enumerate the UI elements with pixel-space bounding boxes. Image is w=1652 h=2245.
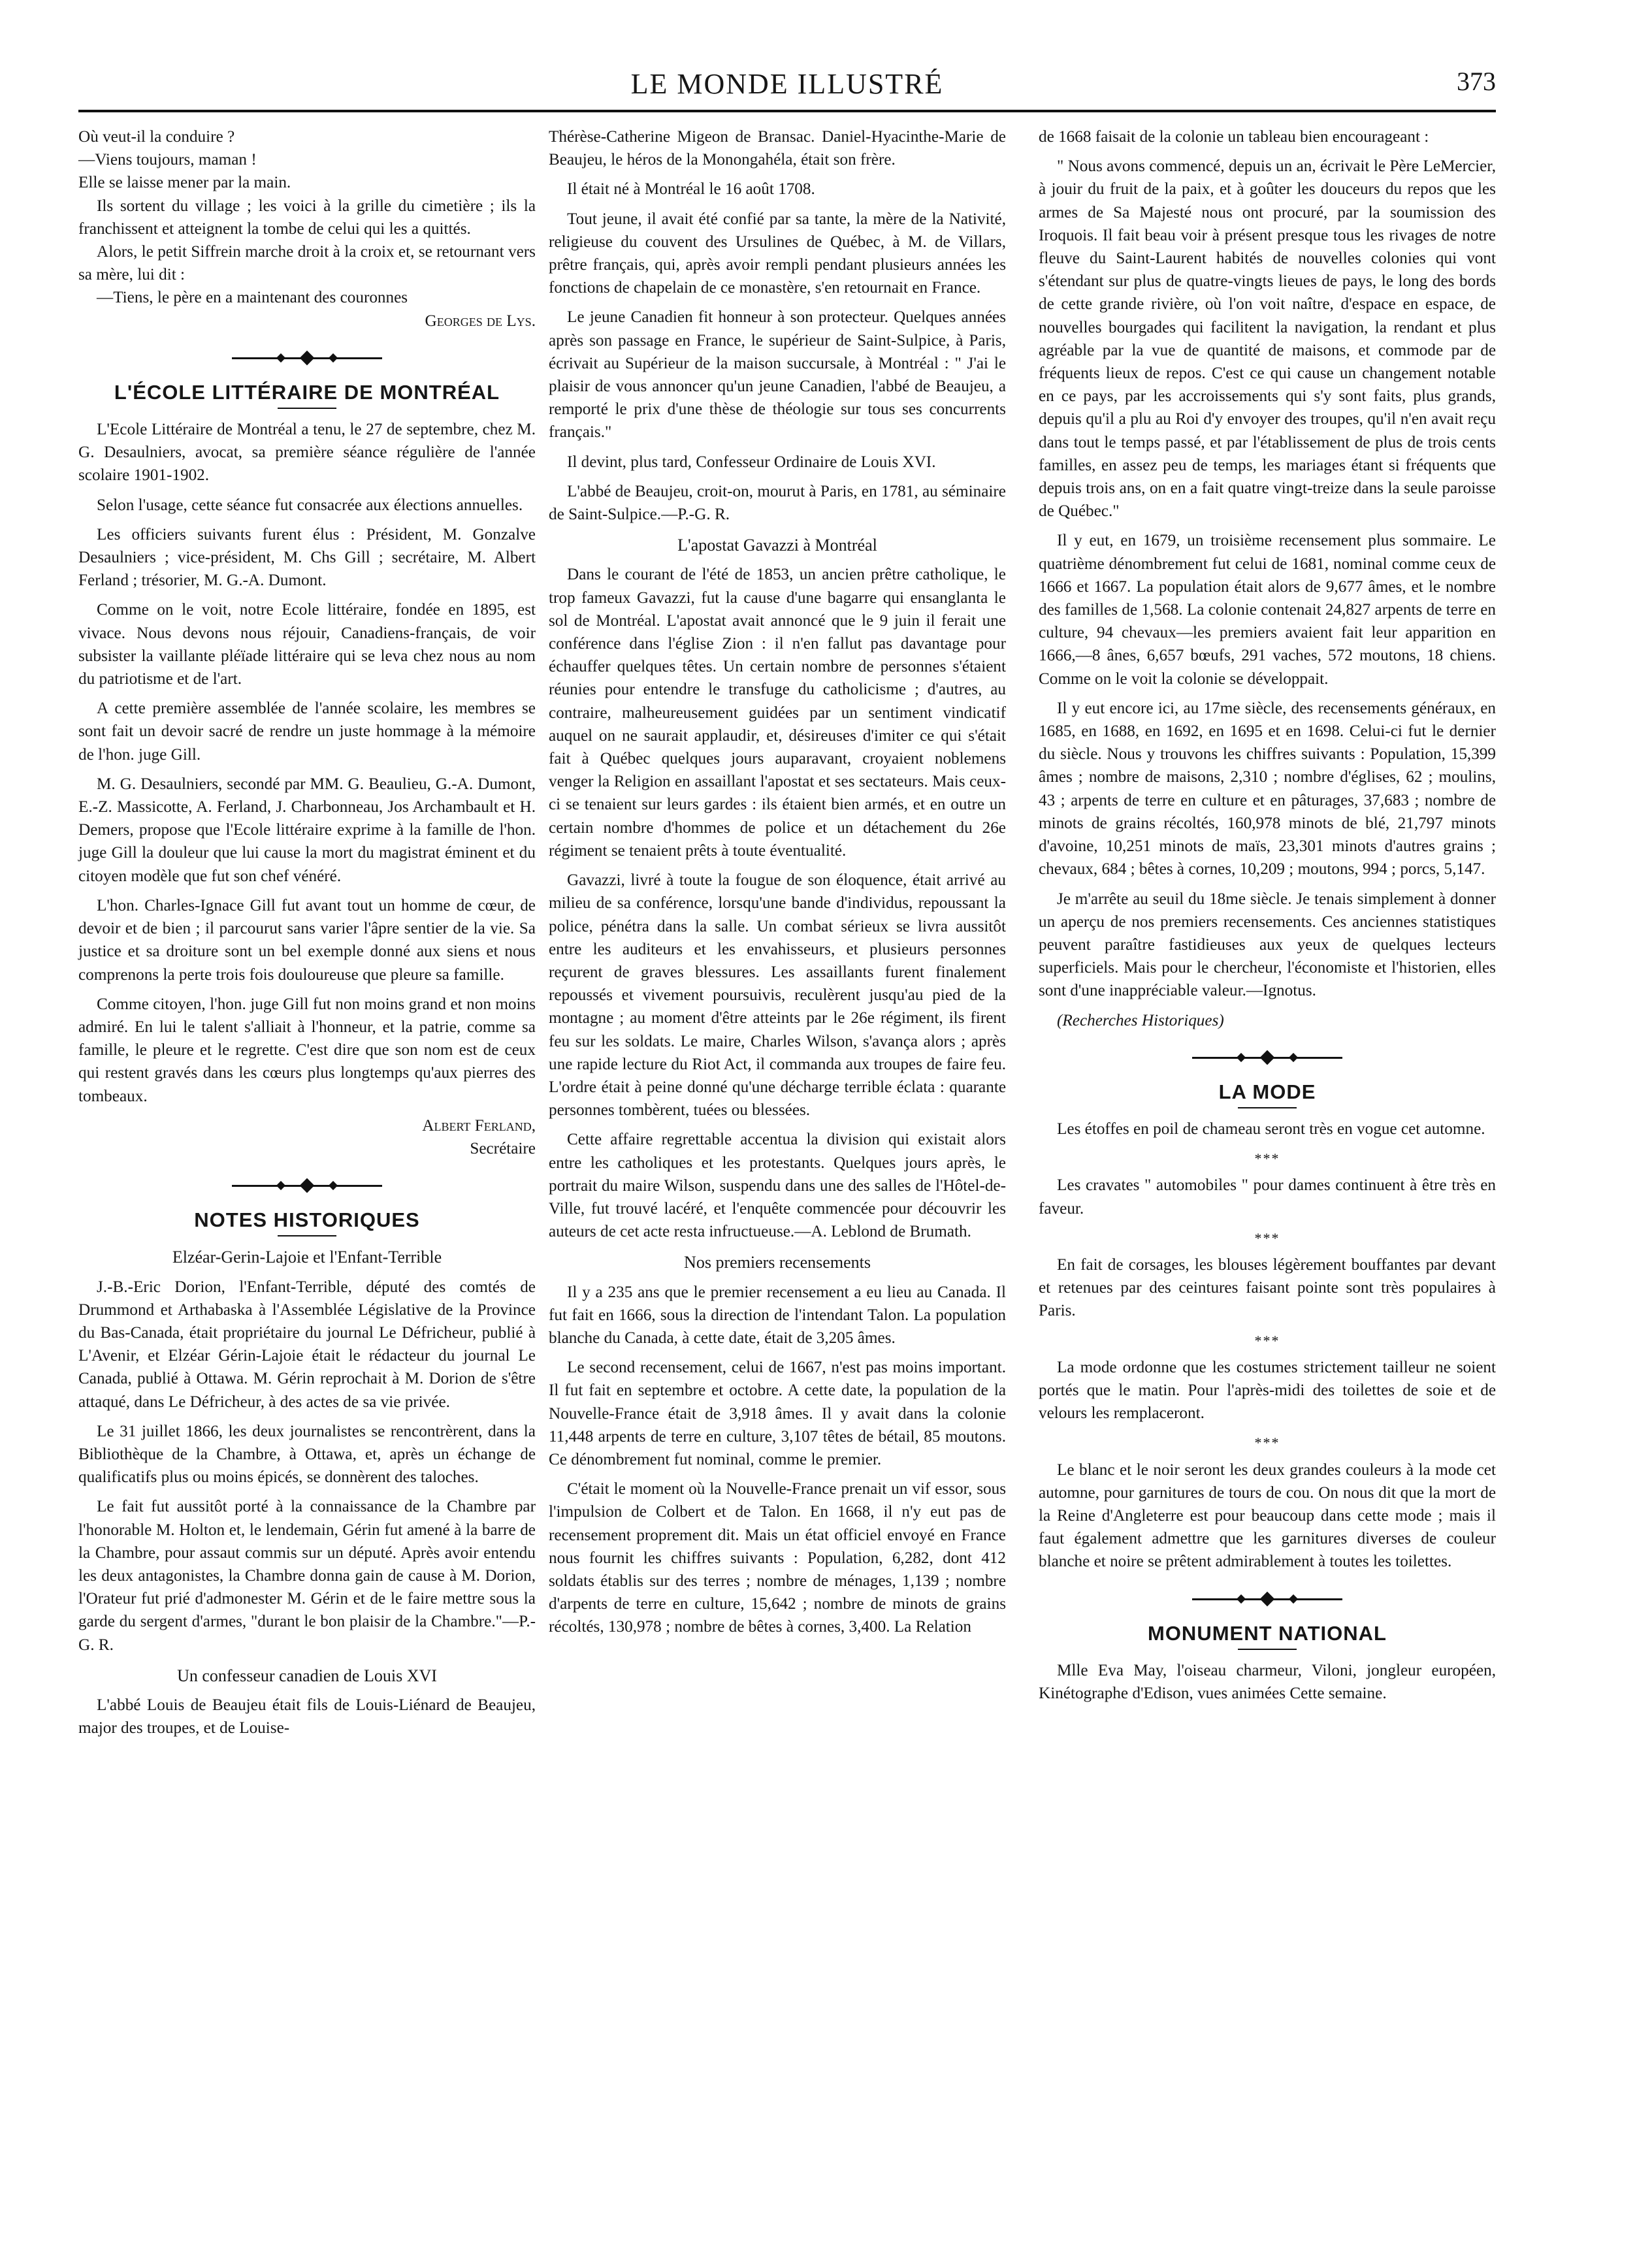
ornament-divider	[232, 349, 382, 366]
paragraph: Il y a 235 ans que le premier recensement a eu lieu au Canada. Il fut fait en 1666, sous la direction de l'intendant Talon. La population blanche du Canada, à cette date, était de 3,205 âmes.	[549, 1283, 1006, 1347]
section-title: NOTES HISTORIQUES	[194, 1208, 420, 1232]
paragraph: Cette affaire regrettable accentua la division qui existait alors entre les catholiques et les protestants. Quelques jours après, le portrait du maire Wilson, suspendu dans une des salles de l'Hôtel-de-Ville, fut trouvé lacéré, et l'enquête commencée pour découvrir les auteurs de cet acte resta infructueuse.—A. Leblond de Brumath.	[549, 1131, 1006, 1241]
poem-line: Où veut-il la conduire ?	[78, 128, 235, 146]
paragraph: Le second recensement, celui de 1667, n'est pas moins important. Il fut fait en septembre et octobre. A cette date, la population de la Nouvelle-France était de 3,918 âmes. Il y avait dans la colonie 11,448 arpents de terre en culture, 3,107 têtes de bétail, 85 moutons. Ce dénombrement fut nominal, comme le premier.	[549, 1359, 1006, 1468]
signature: Georges de Lys.	[425, 312, 536, 330]
column-1	[78, 125, 536, 1746]
stars-divider: ***	[1254, 1229, 1280, 1246]
page-number: 373	[1457, 67, 1496, 96]
paragraph: En fait de corsages, les blouses légèrement bouffantes par devant et retenues par des ceintures faisant pointe sont très populaires à Paris.	[1039, 1255, 1496, 1320]
paragraph: C'était le moment où la Nouvelle-France prenait un vif essor, sous l'impulsion de Colbert et de Talon. En 1668, il n'y eut pas de recensement proprement dit. Mais un état officiel envoyé en France nous fournit les chiffres suivants : Population, 6,282, dont 412 soldats établis sur des terres ; nombre de ménages, 1,139 ; nombre d'arpents de terre en culture, 15,642 ; nombre de minots de grains récoltés, 130,978 ; nombre de bêtes à cornes, 3,400. La Relation	[549, 1480, 1006, 1636]
paragraph: Les étoffes en poil de chameau seront très en vogue cet automne.	[1057, 1120, 1485, 1138]
paragraph: " Nous avons commencé, depuis un an, écrivait le Père LeMercier, à jouir du fruit de la paix, et à goûter les douceurs du repos que les armes de Sa Majesté nous ont procuré, par la soumission des Iroquois. Il fait beau voir à présent presque tous les rivages de notre fleuve du Saint-Laurent habités de nouvelles colonies qui vont s'étendant sur plus de quatre-vingts lieues de pays, le long des bords de cette grande rivière, où l'on voit naître, d'espace en espace, de nouvelles bourgades qui facilitent la navigation, la rendant et plus agréable par la vue de quantité de maisons, et commode par de fréquents lieux de repos. C'est ce qui cause un changement notable en ce pays, par les accroissements qui s'y sont faits, plus grands, depuis qu'il a plu au Roi d'y envoyer des troupes, qu'il n'en avait reçu dans tout le temps passé, et par l'établissement de plus de trois cents familles, en assez peu de temps, les mariages étant si fréquents que depuis trois ans, on en a fait quatre vingt-treize dans la seule paroisse de Québec."	[1039, 157, 1496, 521]
poem-line: —Viens toujours, maman !	[78, 151, 257, 169]
paragraph: La mode ordonne que les costumes strictement tailleur ne soient portés que le matin. Pour l'après-midi des toilettes de soie et de velours les remplaceront.	[1039, 1358, 1496, 1423]
paragraph: Dans le courant de l'été de 1853, un ancien prêtre catholique, le trop fameux Gavazzi, fut la cause d'une bagarre qui ensanglanta le sol de Montréal. L'apostat avait annoncé que le 9 juin il ferait une conférence dans l'église Zion : il n'en fallut pas davantage pour échauffer quelques têtes. Un certain nombre de personnes s'étaient réunies pour entendre le transfuge du catholicisme ; d'autres, au contraire, malheureusement guidées par un sentiment vindicatif auquel on ne saurait applaudir, et, désireuses d'imiter ce qui s'était fait à Québec quelques jours auparavant, croyaient noblemens venger la Religion en assaillant l'apostat et ses sectateurs. Mais ceux-ci se tenaient sur leurs gardes : ils étaient bien armés, et en outre un certain nombre d'hommes de police et un détachement du 26e régiment se tenaient prêts à toute éventualité.	[549, 566, 1006, 860]
paragraph: Le 31 juillet 1866, les deux journalistes se rencontrèrent, dans la Bibliothèque de la Chambre, à Ottawa, et, après un échange de qualificatifs plus ou moins épicés, se donnèrent des taloches.	[78, 1422, 536, 1487]
paragraph: Le fait fut aussitôt porté à la connaissance de la Chambre par l'honorable M. Holton et, le lendemain, Gérin fut amené à la barre de la Chambre, pour assaut commis sur un député. Après avoir entendu les deux antagonistes, la Chambre donna gain de cause à M. Dorion, l'Orateur fut prié d'admonester M. Gérin et de le faire mettre sous la garde du sergent d'armes, "durant le bon plaisir de la Chambre."—P.-G. R.	[78, 1498, 536, 1654]
paragraph: Gavazzi, livré à toute la fougue de son éloquence, était arrivé au milieu de sa conférence, lorsqu'une bande d'individus, repoussant la police, pénétra dans la salle. Un combat sérieux se livra aussitôt entre les auditeurs et les envahisseurs, et plusieurs personnes reçurent de graves blessures. Les assaillants furent finalement repoussés et vivement poursuivis, reculèrent jusqu'au pied de la montagne ; au moment d'être atteints par le 26e régiment, ils firent feu sur les soldats. Le maire, Charles Wilson, s'avança alors ; après une rapide lecture du Riot Act, il commanda aux troupes de faire feu. L'ordre était à peine donné qu'une décharge terrible éclata : quarante personnes tombèrent, tuées ou blessées.	[549, 871, 1006, 1120]
signature: Albert Ferland,	[422, 1116, 536, 1135]
stars-divider: ***	[1254, 1332, 1280, 1349]
paragraph: Mlle Eva May, l'oiseau charmeur, Viloni, jongleur européen, Kinétographe d'Edison, vues animées Cette semaine.	[1039, 1661, 1496, 1702]
paragraph: J.-B.-Eric Dorion, l'Enfant-Terrible, député des comtés de Drummond et Arthabaska à l'Assemblée Législative de la Province du Bas-Canada, était propriétaire du journal Le Défricheur, publié à L'Avenir, et Elzéar Gérin-Lajoie était le rédacteur du journal Le Canada, publié à Ottawa. M. Gérin reprochait à M. Dorion de s'être attaqué, dans Le Défricheur, à des actes de sa vie privée.	[78, 1278, 536, 1411]
paragraph: Il était né à Montréal le 16 août 1708.	[567, 180, 815, 199]
masthead: LE MONDE ILLUSTRÉ	[630, 68, 944, 100]
paragraph: Ils sortent du village ; les voici à la grille du cimetière ; ils la franchissent et atteignent la tombe de celui qui les a quittés.	[78, 197, 536, 238]
paragraph: L'hon. Charles-Ignace Gill fut avant tout un homme de cœur, de devoir et de bien ; il parcourut sans varier l'âpre sentier de la vie. Sa justice et sa droiture sont un bel exemple donné aux siens et nous comprenons la perte trois fois douloureuse que pleure sa famille.	[78, 896, 536, 984]
title-rule	[278, 1235, 336, 1236]
stars-divider: ***	[1254, 1434, 1280, 1451]
paragraph: Le jeune Canadien fit honneur à son protecteur. Quelques années après son passage en France, le supérieur de Saint-Sulpice, à Paris, écrivait au Supérieur de la maison succursale, à Montréal : " J'ai le plaisir de vous annoncer qu'un jeune Canadien, l'abbé de Beaujeu, a remporté le prix d'une thèse de théologie sur tous ses concurrents français."	[549, 308, 1006, 442]
section-title: L'ÉCOLE LITTÉRAIRE DE MONTRÉAL	[114, 380, 500, 404]
paragraph: M. G. Desaulniers, secondé par MM. G. Beaulieu, G.-A. Dumont, E.-Z. Massicotte, A. Ferland, J. Charbonneau, Jos Archambault et H. Demers, propose que l'Ecole littéraire exprime à la famille de l'hon. juge Gill la douleur que lui cause la mort du magistrat éminent et du citoyen modèle que fut son chef vénéré.	[78, 775, 536, 885]
section-title: MONUMENT NATIONAL	[1148, 1621, 1387, 1645]
ornament-divider	[1192, 1049, 1342, 1066]
paragraph: de 1668 faisait de la colonie un tableau bien encourageant :	[1039, 128, 1429, 146]
signature-title: Secrétaire	[470, 1139, 536, 1157]
paragraph: A cette première assemblée de l'année scolaire, les membres se sont fait un devoir sacré de rendre un juste hommage à la mémoire de l'hon. juge Gill.	[78, 700, 536, 764]
paragraph: Il y eut, en 1679, un troisième recensement plus sommaire. Le quatrième dénombrement fut celui de 1681, nominal comme ceux de 1666 et 1667. La population était alors de 9,677 âmes, et le nombre des familles de 1,568. La colonie contenait 24,827 arpents de terre en culture, 94 chevaux—les premiers avaient fait leur apparition en 1666,—8 ânes, 6,657 bœufs, 291 vaches, 572 moutons, 18 chiens. Comme on le voit la colonie se développait.	[1039, 532, 1496, 688]
paragraph: L'abbé Louis de Beaujeu était fils de Louis-Liénard de Beaujeu, major des troupes, et de Louise-	[78, 1696, 536, 1737]
paragraph: Selon l'usage, cette séance fut consacrée aux élections annuelles.	[97, 496, 523, 514]
subsection-title: L'apostat Gavazzi à Montréal	[677, 536, 877, 555]
subsection-title: Un confesseur canadien de Louis XVI	[177, 1666, 437, 1685]
title-rule	[278, 408, 336, 409]
ornament-divider	[232, 1177, 382, 1194]
header-rule	[78, 110, 1496, 112]
ornament-divider	[1192, 1591, 1342, 1607]
paragraph: Thérèse-Catherine Migeon de Bransac. Daniel-Hyacinthe-Marie de Beaujeu, le héros de la Monongahéla, était son frère.	[549, 128, 1006, 169]
subsection-title: Nos premiers recensements	[684, 1253, 871, 1272]
paragraph: Il devint, plus tard, Confesseur Ordinaire de Louis XVI.	[567, 453, 936, 471]
paragraph: Je m'arrête au seuil du 18me siècle. Je tenais simplement à donner un aperçu de nos premiers recensements. Ces anciennes statistiques peuvent paraître fastidieuses aux yeux de quelques lecteurs superficiels. Mais pour le chercheur, l'économiste et l'historien, elles sont d'une inappréciable valeur.—Ignotus.	[1039, 890, 1496, 1000]
subsection-title: Elzéar-Gerin-Lajoie et l'Enfant-Terrible	[172, 1248, 442, 1267]
page-header	[78, 62, 1496, 108]
paragraph: Comme on le voit, notre Ecole littéraire, fondée en 1895, est vivace. Nous devons nous réjouir, Canadiens-français, de voir subsister la vaillante pléïade littéraire qui se leva chez nous au nom du patriotisme et de l'art.	[78, 601, 536, 688]
poem-line: Elle se laisse mener par la main.	[78, 174, 291, 192]
title-rule	[1238, 1649, 1297, 1650]
paragraph: —Tiens, le père en a maintenant des couronnes	[97, 289, 408, 307]
paragraph: Les cravates " automobiles " pour dames continuent à être très en faveur.	[1039, 1176, 1496, 1218]
stars-divider: ***	[1254, 1150, 1280, 1167]
section-title: LA MODE	[1218, 1080, 1316, 1103]
paragraph: Le blanc et le noir seront les deux grandes couleurs à la mode cet automne, pour garnitures de tours de cou. On nous dit que la mort de la Reine d'Angleterre est pour beaucoup dans cette mode ; mais il faut également admettre que les garnitures diverses de couleur blanche et noire se prêtent admirablement à toutes les toilettes.	[1039, 1461, 1496, 1571]
paragraph: Comme citoyen, l'hon. juge Gill fut non moins grand et non moins admiré. En lui le talent s'alliait à l'honneur, et la patrie, comme sa famille, le pleure et le regrette. C'est dire que son nom est de ceux qui restent gravés dans les cœurs plus longtemps qu'aux pierres des tombeaux.	[78, 995, 536, 1105]
paragraph: Alors, le petit Siffrein marche droit à la croix et, se retournant vers sa mère, lui dit :	[78, 243, 536, 284]
paragraph: L'abbé de Beaujeu, croit-on, mourut à Paris, en 1781, au séminaire de Saint-Sulpice.—P.-G. R.	[549, 482, 1006, 524]
title-rule	[1238, 1107, 1297, 1108]
paragraph: Il y eut encore ici, au 17me siècle, des recensements généraux, en 1685, en 1688, en 1692, en 1695 et en 1698. Celui-ci fut le dernier du siècle. Nous y trouvons les chiffres suivants : Population, 15,399 âmes ; nombre de maisons, 2,310 ; nombre d'églises, 62 ; moulins, 43 ; arpents de terre en culture et en pâturages, 37,683 ; nombre de minots de grains récoltés, 160,978 minots de blé, 21,797 minots d'avoine, 10,251 minots de maïs, 23,301 minots d'autres grains ; chevaux, 684 ; bêtes à cornes, 10,209 ; moutons, 994 ; porcs, 5,147.	[1039, 699, 1496, 879]
column-3	[1039, 125, 1496, 1711]
source-note: (Recherches Historiques)	[1057, 1011, 1224, 1029]
paragraph: Les officiers suivants furent élus : Président, M. Gonzalve Desaulniers ; vice-président, M. Chs Gill ; secrétaire, M. Albert Ferland ; trésorier, M. G.-A. Dumont.	[78, 525, 536, 590]
paragraph: L'Ecole Littéraire de Montréal a tenu, le 27 de septembre, chez M. G. Desaulniers, avocat, sa première séance régulière de l'année scolaire 1901-1902.	[78, 421, 536, 485]
column-2	[549, 125, 1006, 1645]
paragraph: Tout jeune, il avait été confié par sa tante, la mère de la Nativité, religieuse du couvent des Ursulines de Québec, à M. de Villars, prêtre français, qui, après avoir rempli pendant plusieurs années les fonctions de chapelain de ce monastère, s'en retournait en France.	[549, 210, 1006, 297]
